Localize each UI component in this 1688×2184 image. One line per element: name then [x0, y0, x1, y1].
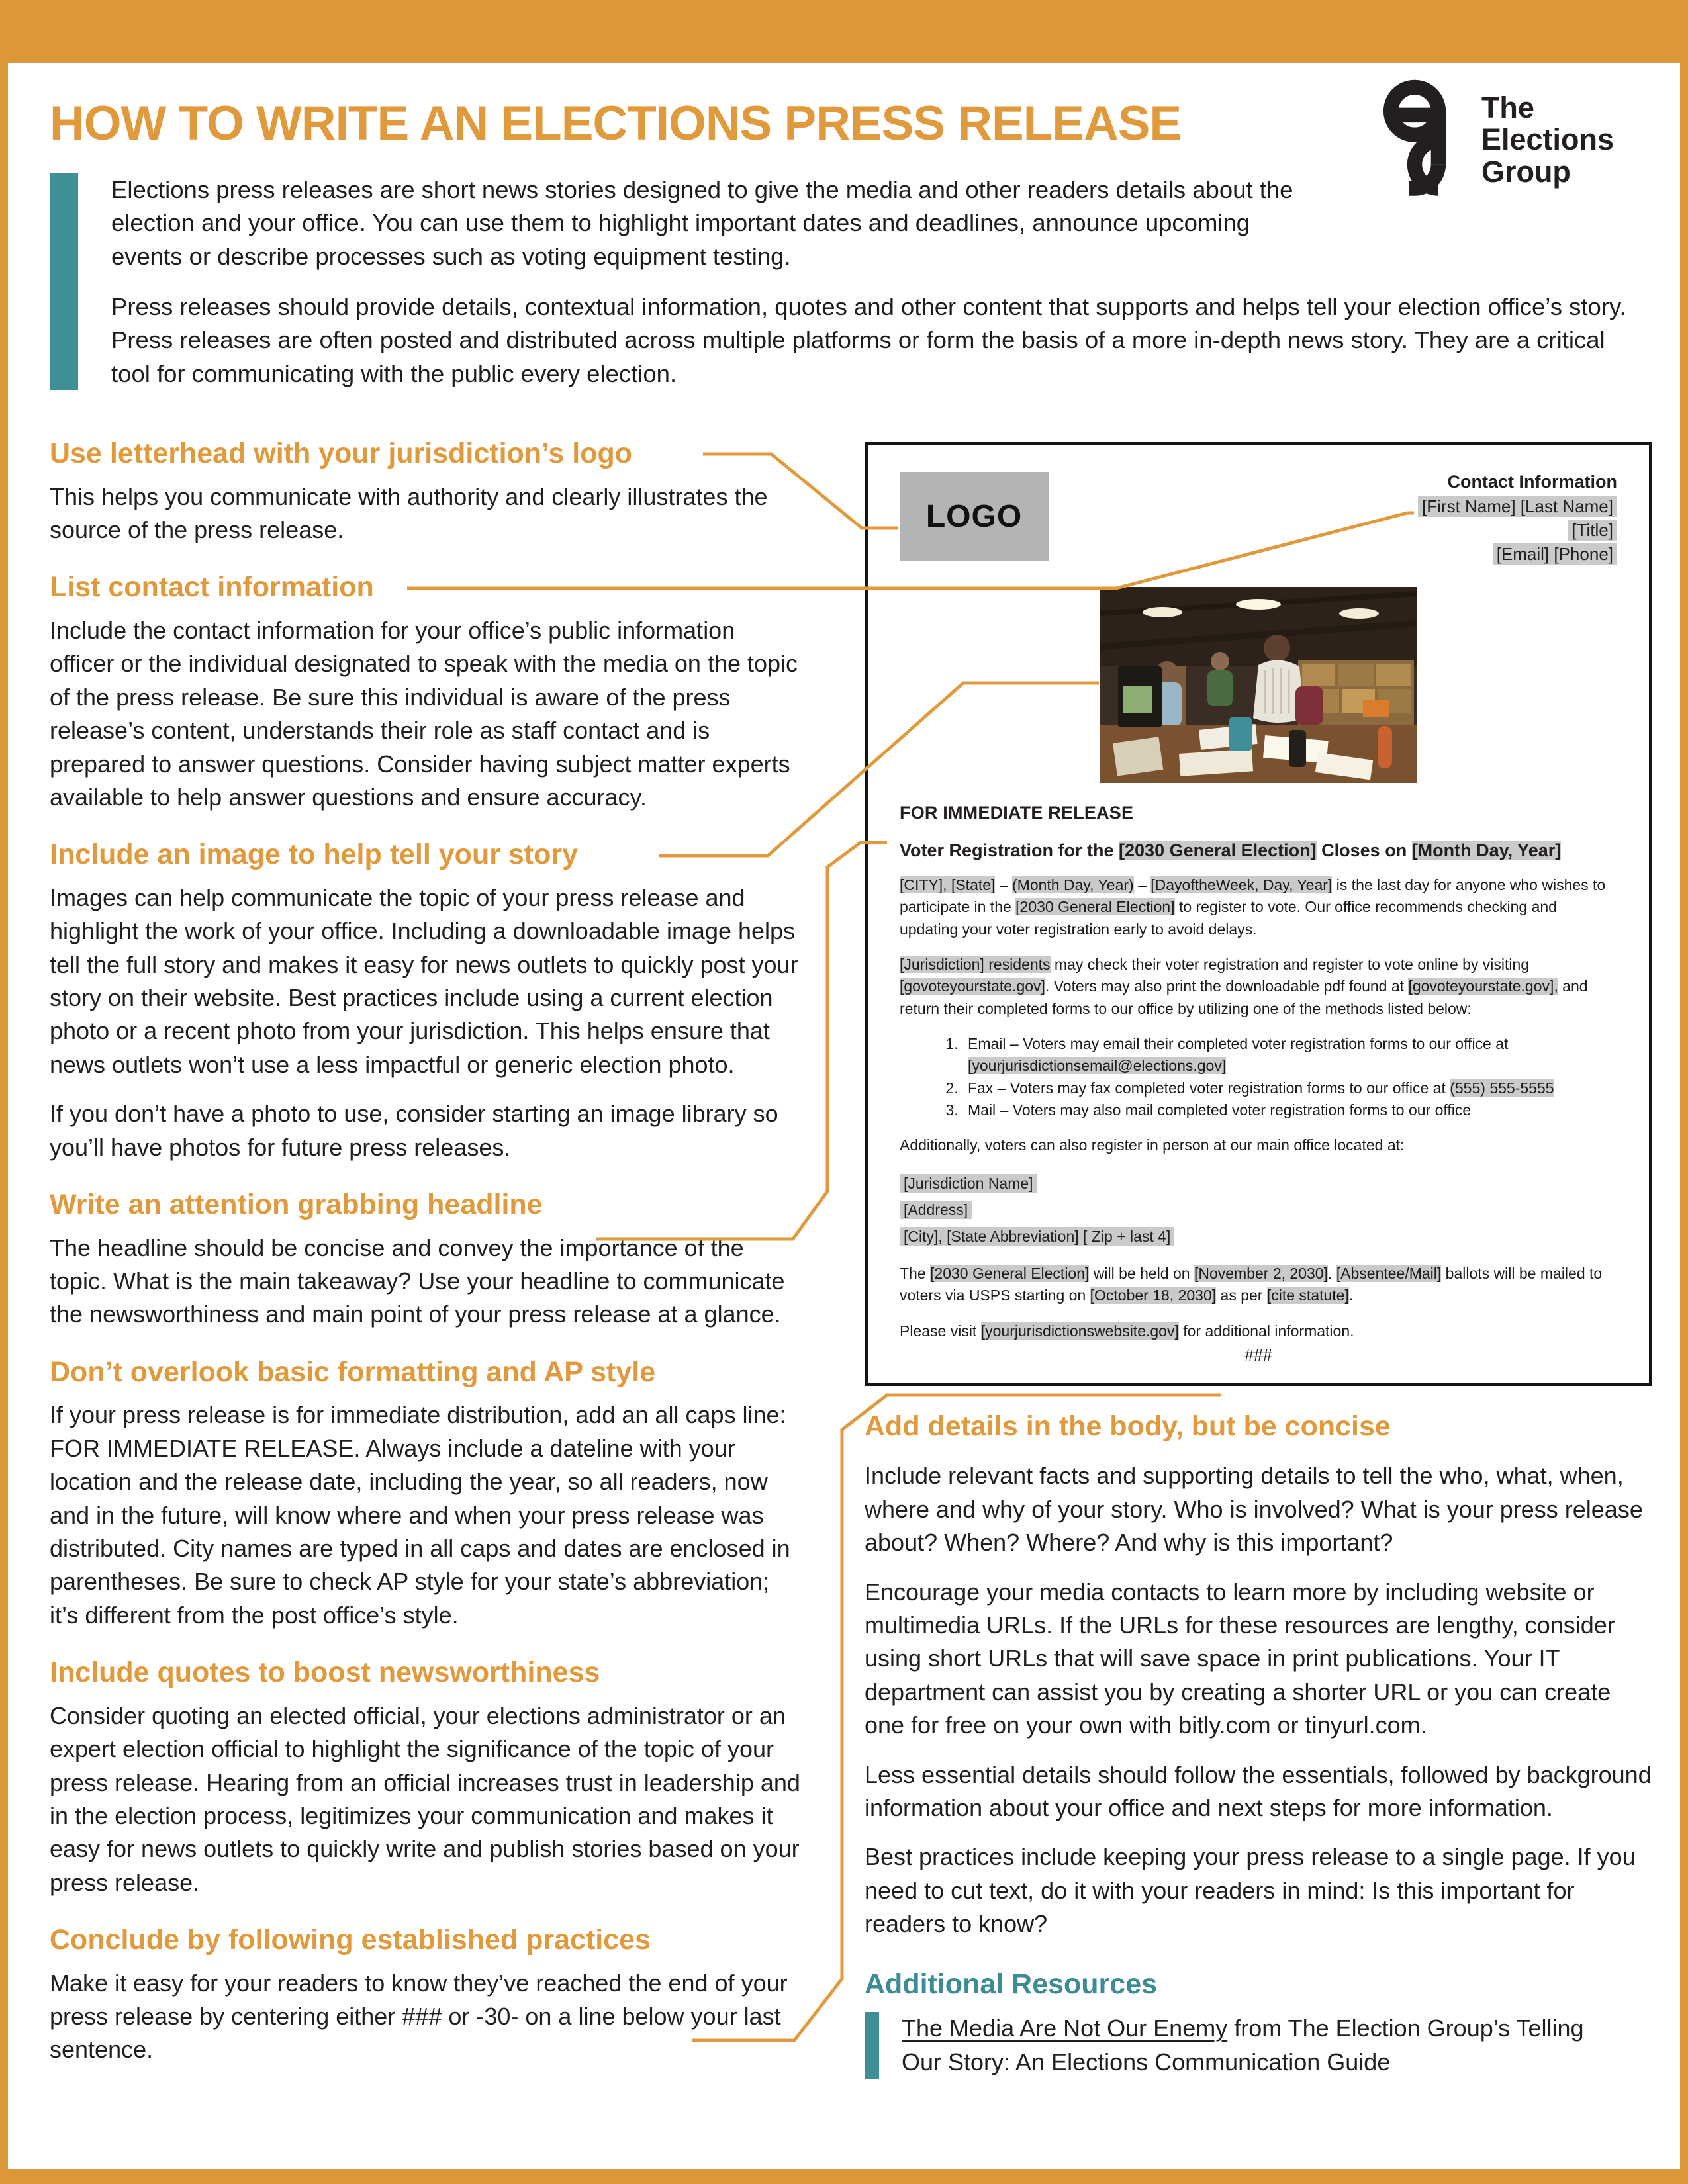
- doc-headline: Voter Registration for the [2030 General Election] Closes on [Month Day, Year]: [900, 841, 1562, 860]
- address-line: [900, 1170, 1617, 1197]
- section-heading: Write an attention grabbing headline: [50, 1189, 543, 1221]
- intro-paragraph-2: Press releases should provide details, contextual information, quotes and other content that supports and helps tell your election office’s story. Press releases are often posted and distributed across multiple platforms or form the basis of a more in-depth news story. They are a critical tool for communicating with the public every election.: [111, 293, 1626, 387]
- doc-address-block: [900, 1170, 1617, 1250]
- section-conclude: [50, 1923, 804, 2067]
- contact-heading: Contact Information: [1447, 472, 1617, 492]
- section-include-image: [50, 838, 804, 1164]
- section-heading: Include an image to help tell your story: [50, 839, 579, 871]
- resource-text: [902, 2012, 1617, 2079]
- doc-list-item-fax: 2. Fax – Voters may fax completed voter registration forms to our office at (555) 555-5555: [962, 1077, 1617, 1099]
- press-release-photo: [1100, 587, 1417, 783]
- address-city-state-zip: [City], [State Abbreviation] [ Zip + last 4]: [900, 1227, 1174, 1246]
- page-border-right: [1680, 0, 1688, 2184]
- contact-name-value: [First Name] [Last Name]: [1418, 496, 1617, 517]
- contact-title-value: [Title]: [1568, 520, 1617, 541]
- page-title: HOW TO WRITE AN ELECTIONS PRESS RELEASE: [50, 96, 1182, 150]
- section-body: The headline should be concise and convey the importance of the topic. What is the main takeaway? Use your headline to communicate the newsworthiness and main point of your press release at a glance.: [50, 1234, 785, 1328]
- doc-paragraph: [CITY], [State] – (Month Day, Year) – [DayoftheWeek, Day, Year] is the last day for anyone who wishes to participate in the [2030 General Election] to register to vote. Our office recommends checking and updating your voter registration early to avoid delays.: [900, 876, 1606, 938]
- section-body: Best practices include keeping your press release to a single page. If you need to cut text, do it with your readers in mind: Is this important for readers to know?: [865, 1843, 1636, 1938]
- address-line: [900, 1197, 1617, 1223]
- section-formatting: [50, 1355, 804, 1632]
- section-body: Images can help communicate the topic of your press release and highlight the work of your office. Including a downloadable image helps tell the full story and makes it easy for news outlets to quickly post your story on their website. Best practices include using a current election photo or a recent photo from your jurisdiction. This helps ensure that news outlets won’t use a less impactful or generic election photo.: [50, 884, 798, 1078]
- section-heading: Use letterhead with your jurisdiction’s logo: [50, 437, 633, 469]
- section-body: Encourage your media contacts to learn more by including website or multimedia URLs. If the URLs for these resources are lengthy, consider using short URLs that will save space in print publications. Your IT department can assist you by creating a shorter URL or you can create one for free on your own with bitly.com or tinyurl.com.: [865, 1578, 1615, 1739]
- section-body: Include the contact information for your office’s public information officer or the individual designated to speak with the media on the topic of the press release. Be sure this individual is aware of the press release’s content, understands their role as staff contact and is prepared to answer questions. Consider having subject matter experts available to help answer questions and ensure accuracy.: [50, 616, 798, 811]
- contact-email-phone-line: [1418, 544, 1617, 565]
- section-body: If you don’t have a photo to use, consider starting an image library so you’ll have photos for future press releases.: [50, 1100, 778, 1161]
- contact-title-line: [1418, 520, 1617, 541]
- section-body: Make it easy for your readers to know they’ve reached the end of your press release by centering either ### or -30- on a line below your last sentence.: [50, 1969, 788, 2064]
- logo-placeholder-text: LOGO: [925, 499, 1023, 534]
- brand-line: The: [1481, 91, 1534, 125]
- section-heading: Add details in the body, but be concise: [865, 1410, 1391, 1442]
- section-heading: List contact information: [50, 571, 374, 604]
- doc-list-item-mail: 3. Mail – Voters may also mail completed voter registration forms to our office: [962, 1099, 1617, 1121]
- contact-email-phone-value: [Email] [Phone]: [1493, 543, 1617, 565]
- doc-paragraph: [Jurisdiction] residents may check their voter registration and register to vote online by visiting [govoteyourstate.gov]. Voters may also print the downloadable pdf found at [govoteyourstate.gov], and return their completed forms to our office by utilizing one of the methods listed below:: [900, 956, 1588, 1017]
- section-body: This helps you communicate with authority and clearly illustrates the source of the press release.: [50, 482, 768, 543]
- section-body: Include relevant facts and supporting details to tell the who, what, when, where and why of your story. Who is involved? What is your press release about? When? Where? And why is this important?: [865, 1462, 1643, 1557]
- section-use-letterhead: [50, 437, 804, 547]
- doc-paragraph: The [2030 General Election] will be held on [November 2, 2030]. [Absentee/Mail] ballots will be mailed to voters via USPS starting on [October 18, 2030] as per [cite statute].: [900, 1264, 1603, 1304]
- page-border-left: [0, 0, 8, 2184]
- resource-item: [865, 2012, 1652, 2079]
- section-add-details: [865, 1410, 1652, 1941]
- resources-heading: Additional Resources: [865, 1968, 1158, 2000]
- doc-header: [900, 472, 1617, 571]
- address-street: [Address]: [900, 1201, 972, 1219]
- section-body: Consider quoting an elected official, your elections administrator or an expert election official to highlight the significance of the topic of your press release. Hearing from an official increases trust in leadership and in the election process, legitimizes your communication and makes it easy for news outlets to quickly write and publish stories based on your press release.: [50, 1702, 800, 1896]
- doc-paragraph: Please visit [yourjurisdictionswebsite.gov] for additional information.: [900, 1322, 1354, 1340]
- brand-line: Group: [1481, 154, 1571, 189]
- teal-accent-bar: [865, 2012, 879, 2079]
- section-additional-resources: [865, 1968, 1652, 2079]
- tips-column: [50, 437, 804, 2067]
- doc-paragraph: Additionally, voters can also register in person at our main office located at:: [900, 1136, 1405, 1154]
- intro-block: [50, 173, 1654, 390]
- doc-end-mark: ###: [1244, 1345, 1272, 1365]
- section-heading: Conclude by following established practices: [50, 1924, 651, 1956]
- section-heading: Don’t overlook basic formatting and AP style: [50, 1355, 656, 1388]
- section-list-contact: [50, 570, 804, 814]
- page-border-bottom: [0, 2169, 1688, 2184]
- section-body: If your press release is for immediate distribution, add an all caps line: FOR IMMEDIATE RELEASE. Always include a dateline with your location and the release date, including the year, so all readers, now and in the future, will know where and when your press release was distributed. City names are typed in all caps and dates are enclosed in parentheses. Be sure to check AP style for your state’s abbreviation; it’s different from the post office’s style.: [50, 1401, 790, 1629]
- right-column: [865, 442, 1652, 2079]
- brand-line: Elections: [1481, 122, 1614, 157]
- contact-block: [1418, 472, 1617, 565]
- sample-press-release: [865, 442, 1652, 1386]
- section-heading: Include quotes to boost newsworthiness: [50, 1657, 600, 1689]
- page-border-top: [0, 0, 1688, 63]
- intro-paragraph-1: Elections press releases are short news stories designed to give the media and other readers details about the election and your office. You can use them to highlight important dates and deadlines, announce upcoming events or describe processes such as voting equipment testing.: [111, 176, 1293, 270]
- resource-rest: from The Election Group’s Telling Our Story: An Elections Communication Guide: [902, 2015, 1584, 2075]
- address-jurisdiction: [Jurisdiction Name]: [900, 1174, 1037, 1193]
- resource-link[interactable]: The Media Are Not Our Enemy: [902, 2015, 1228, 2042]
- jurisdiction-logo-placeholder: [900, 472, 1049, 561]
- section-quotes: [50, 1656, 804, 1899]
- for-immediate-release-line: FOR IMMEDIATE RELEASE: [900, 803, 1134, 823]
- section-headline: [50, 1188, 804, 1332]
- doc-methods-list: [900, 1033, 1617, 1121]
- address-line: [900, 1223, 1617, 1250]
- section-body: Less essential details should follow the essentials, followed by background information about your office and next steps for more information.: [865, 1760, 1652, 1821]
- doc-list-item-email: 1. Email – Voters may email their completed voter registration forms to our office at [yourjurisdictionsemail@elections.gov]: [962, 1033, 1617, 1077]
- contact-name-line: [1418, 496, 1617, 517]
